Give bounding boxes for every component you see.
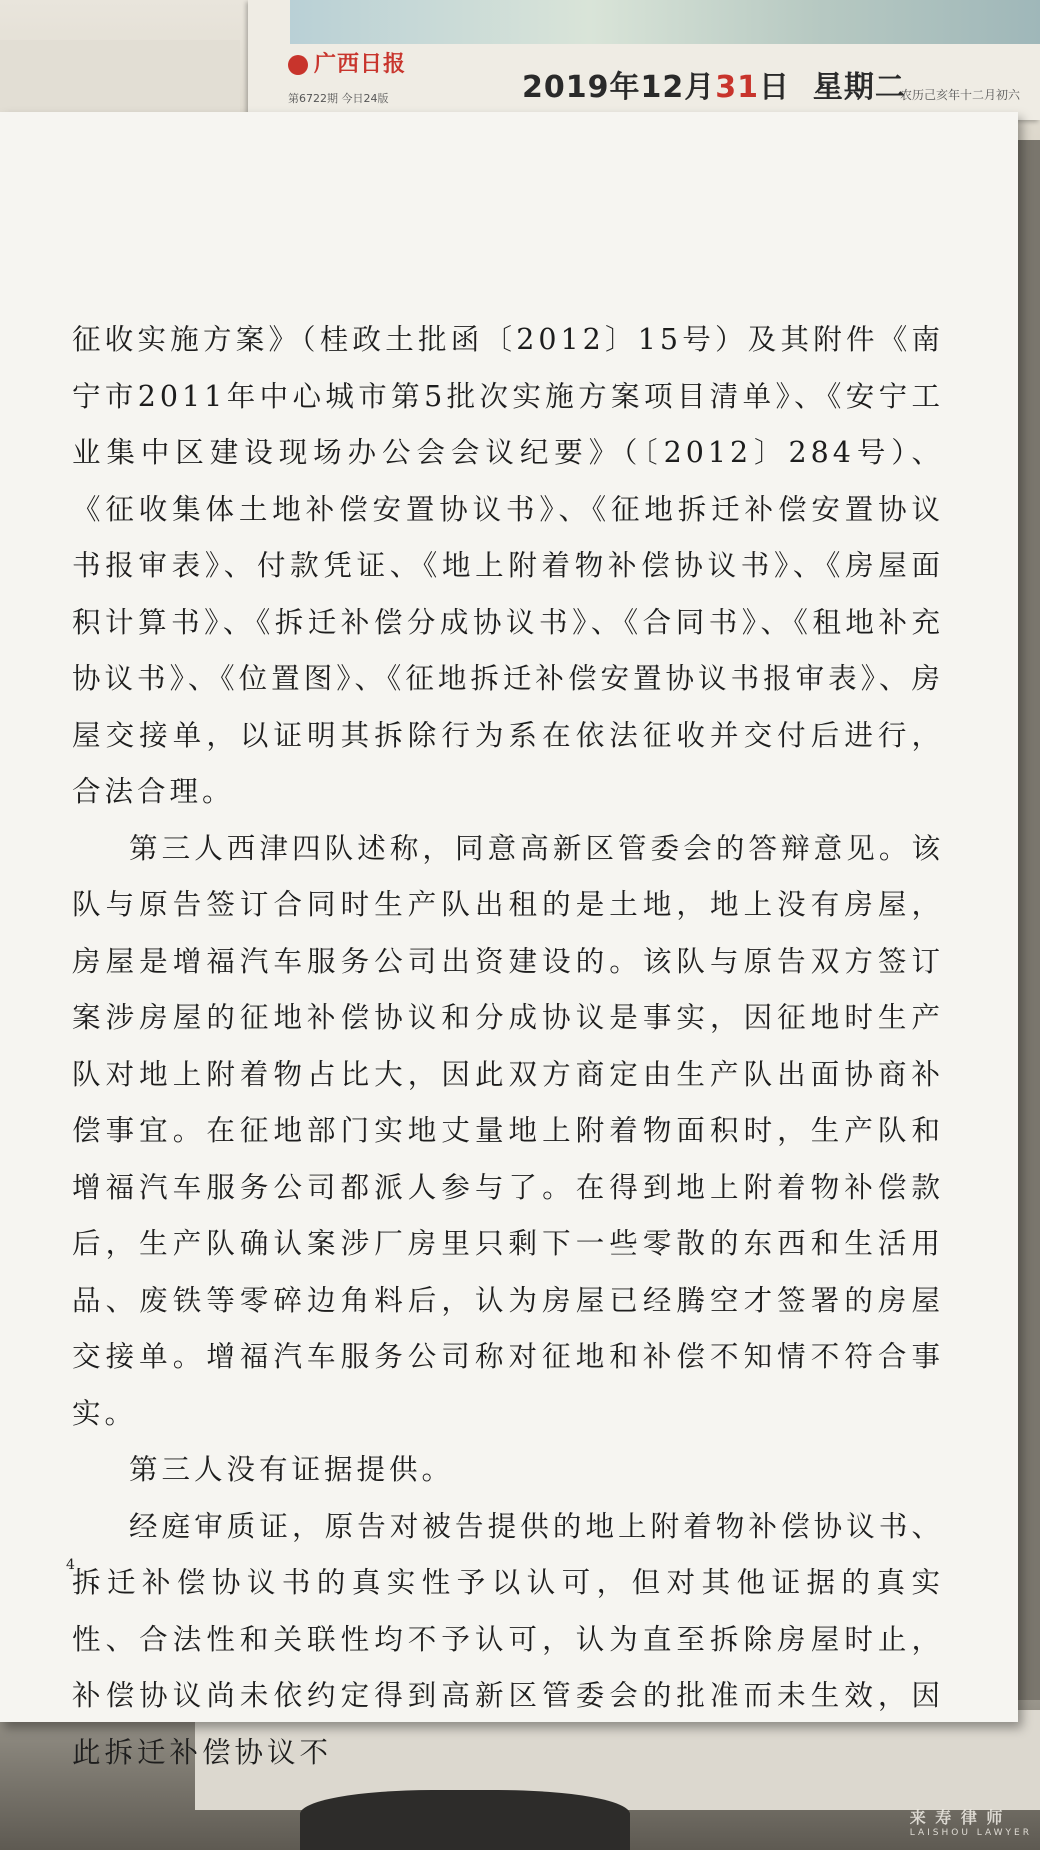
paragraph-1: 征收实施方案》（桂政土批函〔2012〕15号）及其附件《南宁市2011年中心城市第5批次实施方案项目清单》、《安宁工业集中区建设现场办公会会议纪要》（〔2012〕284号）、《征收集体土地补偿安置协议书》、《征地拆迁补偿安置协议书报审表》、付款凭证、《地上附着物补偿协议书》、《房屋面积计算书》、《拆迁补偿分成协议书》、《合同书》、《租地补充协议书》、《位置图》、《征地拆迁补偿安置协议书报审表》、房屋交接单，以证明其拆除行为系在依法征收并交付后进行，合法合理。: [72, 323, 944, 808]
date-day: 31: [715, 70, 759, 105]
masthead-text: 广西日报: [314, 51, 407, 77]
document-page: [0, 112, 1018, 1769]
date-prefix: 2019年12月: [522, 70, 716, 105]
newspaper-masthead: [288, 44, 498, 84]
date-suffix: 日: [759, 70, 790, 105]
watermark-text: 来 寿 律 师: [909, 1808, 1005, 1827]
paragraph-3: 第三人没有证据提供。: [129, 1453, 455, 1486]
watermark: [910, 1805, 1032, 1838]
weekday: 星期二: [812, 70, 906, 105]
newspaper-issue-info: 第6722期 今日24版: [288, 92, 389, 105]
document-body: [72, 312, 944, 1781]
newspaper-photo: [290, 0, 1040, 44]
masthead-logo-icon: [288, 55, 308, 75]
newspaper-date: [522, 62, 906, 106]
watermark-subtext: LAISHOU LAWYER: [909, 1828, 1032, 1838]
page-number: 4: [66, 1557, 75, 1573]
dark-object: [300, 1790, 630, 1850]
paragraph-2: 第三人西津四队述称，同意高新区管委会的答辩意见。该队与原告签订合同时生产队出租的是土地，地上没有房屋，房屋是增福汽车服务公司出资建设的。该队与原告双方签订案涉房屋的征地补偿协议和分成协议是事实，因征地时生产队对地上附着物占比大，因此双方商定由生产队出面协商补偿事宜。在征地部门实地丈量地上附着物面积时，生产队和增福汽车服务公司都派人参与了。在得到地上附着物补偿款后，生产队确认案涉厂房里只剩下一些零散的东西和生活用品、废铁等零碎边角料后，认为房屋已经腾空才签署的房屋交接单。增福汽车服务公司称对征地和补偿不知情不符合事实。: [72, 831, 944, 1430]
newspaper-lunar-date: 农历己亥年十二月初六: [900, 88, 1021, 102]
paragraph-4: 经庭审质证，原告对被告提供的地上附着物补偿协议书、拆迁补偿协议书的真实性予以认可，但对其他证据的真实性、合法性和关联性均不予认可，认为直至拆除房屋时止，补偿协议尚未依约定得到高新区管委会的批准而未生效，因此拆迁补偿协议不: [72, 1509, 944, 1769]
